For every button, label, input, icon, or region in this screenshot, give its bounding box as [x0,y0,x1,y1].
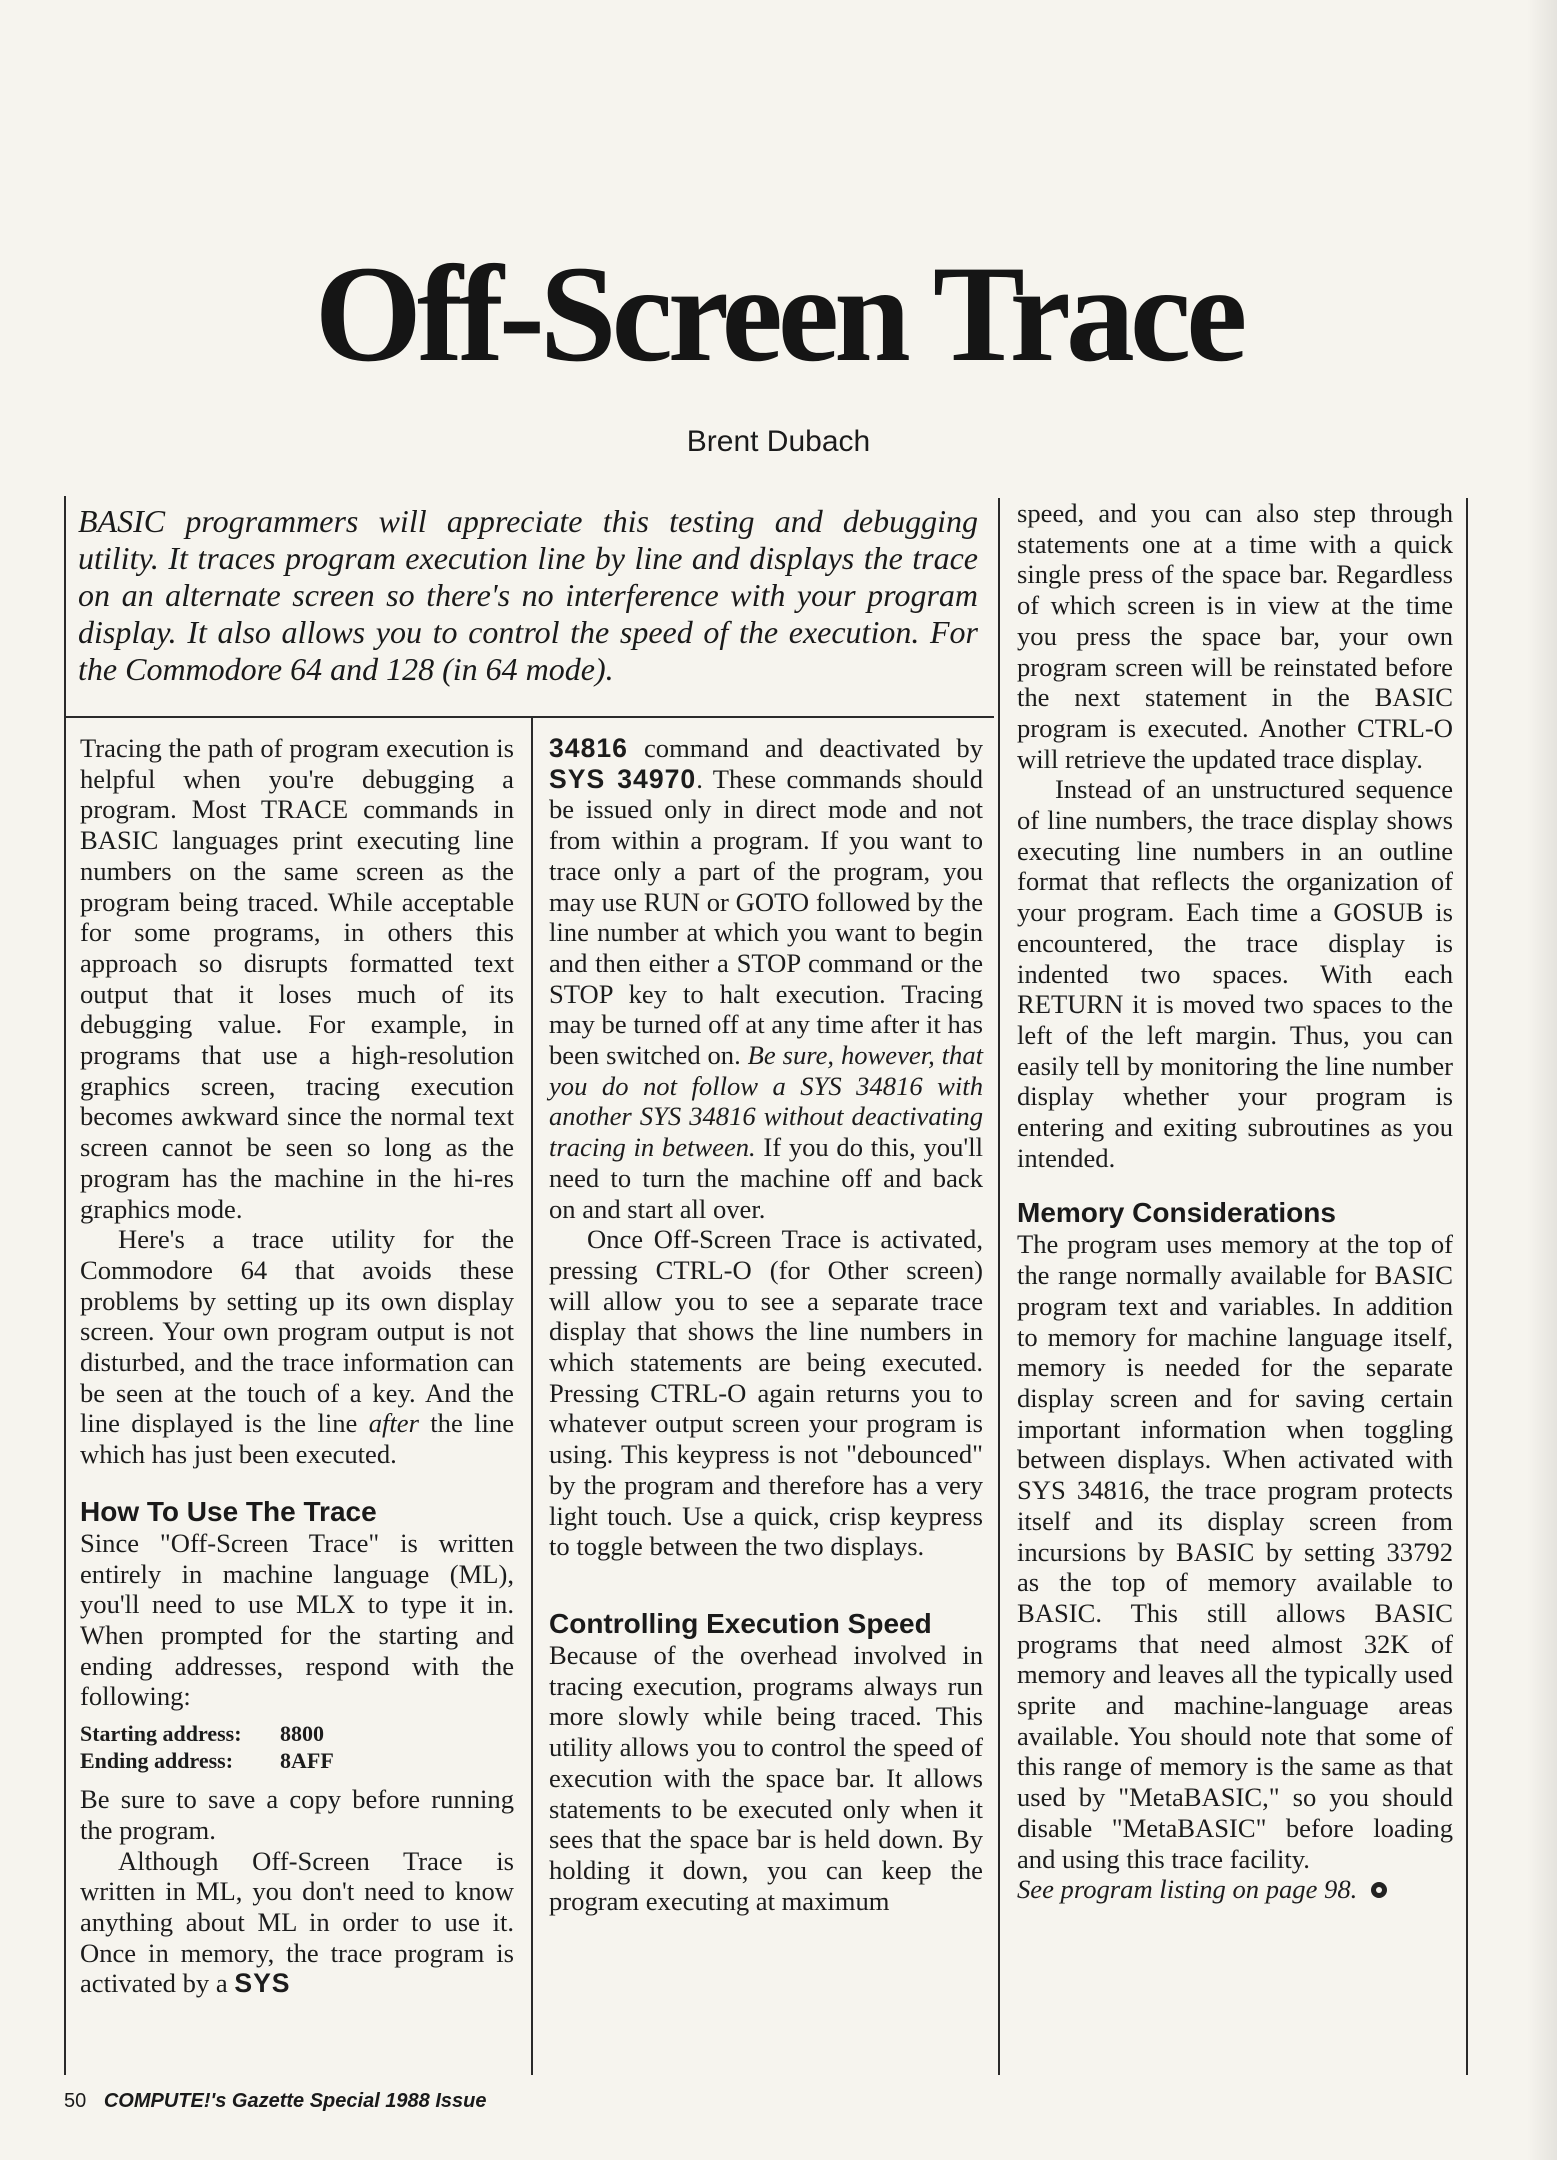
end-address-label: Ending address: [80,1748,234,1774]
paragraph [80,1846,514,2000]
column-rule-2 [998,498,1000,2075]
start-address-label: Starting address: [80,1721,242,1747]
paragraph [549,733,983,1224]
column-2 [549,733,983,1916]
text-run: Here's a trace utility for the Commodore 64 that avoids these problems by setting up its own display screen. Your own program output is not disturbed, and the trace information can be seen at the touch of a key. And the line displayed is the line [80,1224,514,1439]
paragraph: Instead of an unstructured sequence of line numbers, the trace display shows executing line numbers in an outline format that reflects the organization of your program. Each time a GOSUB is encountered, the trace display is indented two spaces. With each RETURN it is moved two spaces to the left of the left margin. Thus, you can easily tell by monitoring the line number display whether your program is entering and exiting subroutines as you intended. [1017,774,1453,1173]
end-address-value: 8AFF [280,1748,334,1774]
spacer [80,1470,514,1496]
text-run: command and deactivated by [627,733,983,763]
text-run: If you do this, you'll need to turn the machine off and back on and start all over. [549,1132,983,1224]
listing-reference: See program listing on page 98. [1017,1874,1358,1905]
spacer [549,1562,983,1608]
code-sys: SYS [234,1968,291,1999]
paragraph: Since "Off-Screen Trace" is written entirely in machine language (ML), you'll need to use MLX to type it in. When prompted for the starting and ending addresses, respond with the following: [80,1527,514,1712]
page-footer [64,2090,487,2113]
article-title: Off-Screen Trace [314,237,1243,390]
author-byline: Brent Dubach [686,425,871,458]
column-rule-left [64,718,66,2075]
paragraph: Because of the overhead involved in tracing execution, programs always run more slowly while being traced. This utility allows you to control the speed of execution with the space bar. It allows statements to be executed only when it sees that the space bar is held down. By holding it down, you can keep the program executing at maximum [549,1639,983,1916]
address-table [80,1720,514,1774]
paragraph: Be sure to save a copy before running the program. [80,1784,514,1845]
paragraph: speed, and you can also step through statements one at a time with a quick single press of the space bar. Regardless of which screen is in view at the time you press the space bar, your own program screen will be reinstated before the next statement in the BASIC program is executed. Another CTRL-O will retrieve the updated trace display. [1017,498,1453,774]
paragraph: The program uses memory at the top of the range normally available for BASIC program text and variables. In addition to memory for machine language itself, memory is needed for the separate display screen and for saving certain important information when toggling between displays. When activated with SYS 34816, the trace program protects itself and its display screen from incursions by BASIC by setting 33792 as the top of memory available to BASIC. This still allows BASIC programs that need almost 32K of memory and leaves all the typically used sprite and machine-language areas available. You should note that some of this range of memory is the same as that used by "MetaBASIC," so you should disable "MetaBASIC" before loading and using this trace facility. [1017,1229,1453,1874]
emphasis-after: after [368,1408,419,1439]
address-row-end [80,1747,514,1774]
text-run: the line which has just been executed. [80,1408,514,1470]
italic-warning: Be sure, however, that you do not follow a SYS 34816 with another SYS 34816 without deactivating tracing in between. [549,1040,983,1163]
text-run: . These commands should be issued only in direct mode and not from within a program. If you want to trace only a part of the program, you may use RUN or GOTO followed by the line number at which you want to begin and then either a STOP command or the STOP key to halt execution. Tracing may be turned off at any time after it has been switched on. [549,763,983,1071]
section-heading-execution-speed: Controlling Execution Speed [549,1607,932,1639]
column-rule-1 [531,718,533,2075]
paragraph [80,1224,514,1470]
text-run: Although Off-Screen Trace is written in ML, you don't need to know anything about ML in order to use it. Once in memory, the trace program is activated by a [80,1845,514,1999]
spacer [1017,1173,1453,1197]
column-3 [1017,498,1453,1905]
code-34816: 34816 [549,733,628,763]
section-heading-memory: Memory Considerations [1017,1197,1336,1229]
intro-blurb: BASIC programmers will appreciate this testing and debugging utility. It traces program execution line by line and displays the trace on an alternate screen so there's no interference with your program display. It also allows you to control the speed of the execution. For the Commodore 64 and 128 (in 64 mode). [78,503,978,687]
start-address-value: 8800 [280,1721,324,1747]
page-number: 50 [64,2090,87,2112]
address-row-start [80,1720,514,1747]
code-sys-34970: SYS 34970 [549,763,697,794]
column-rule-right [1466,498,1468,2075]
paragraph [1017,1874,1453,1905]
end-mark-icon [1371,1882,1387,1898]
publication-name: COMPUTE!'s Gazette Special 1988 Issue [103,2090,487,2112]
paragraph: Once Off-Screen Trace is activated, pressing CTRL-O (for Other screen) will allow you to see a separate trace display that shows the line numbers in which statements are being executed. Pressing CTRL-O again returns you to whatever output screen your program is using. This keypress is not "debounced" by the program and therefore has a very light touch. Use a quick, crisp keypress to toggle between the two displays. [549,1224,983,1562]
paragraph: Tracing the path of program execution is helpful when you're debugging a program. Most TRACE commands in BASIC languages print executing line numbers on the same screen as the program being traced. While acceptable for some programs, in others this approach so disrupts formatted text output that it loses much of its debugging value. For example, in programs that use a high-resolution graphics screen, tracing execution becomes awkward since the normal text screen cannot be seen so long as the program has the machine in the hi-res graphics mode. [80,733,514,1224]
column-1 [80,733,514,1999]
section-heading-how-to-use: How To Use The Trace [80,1495,377,1527]
